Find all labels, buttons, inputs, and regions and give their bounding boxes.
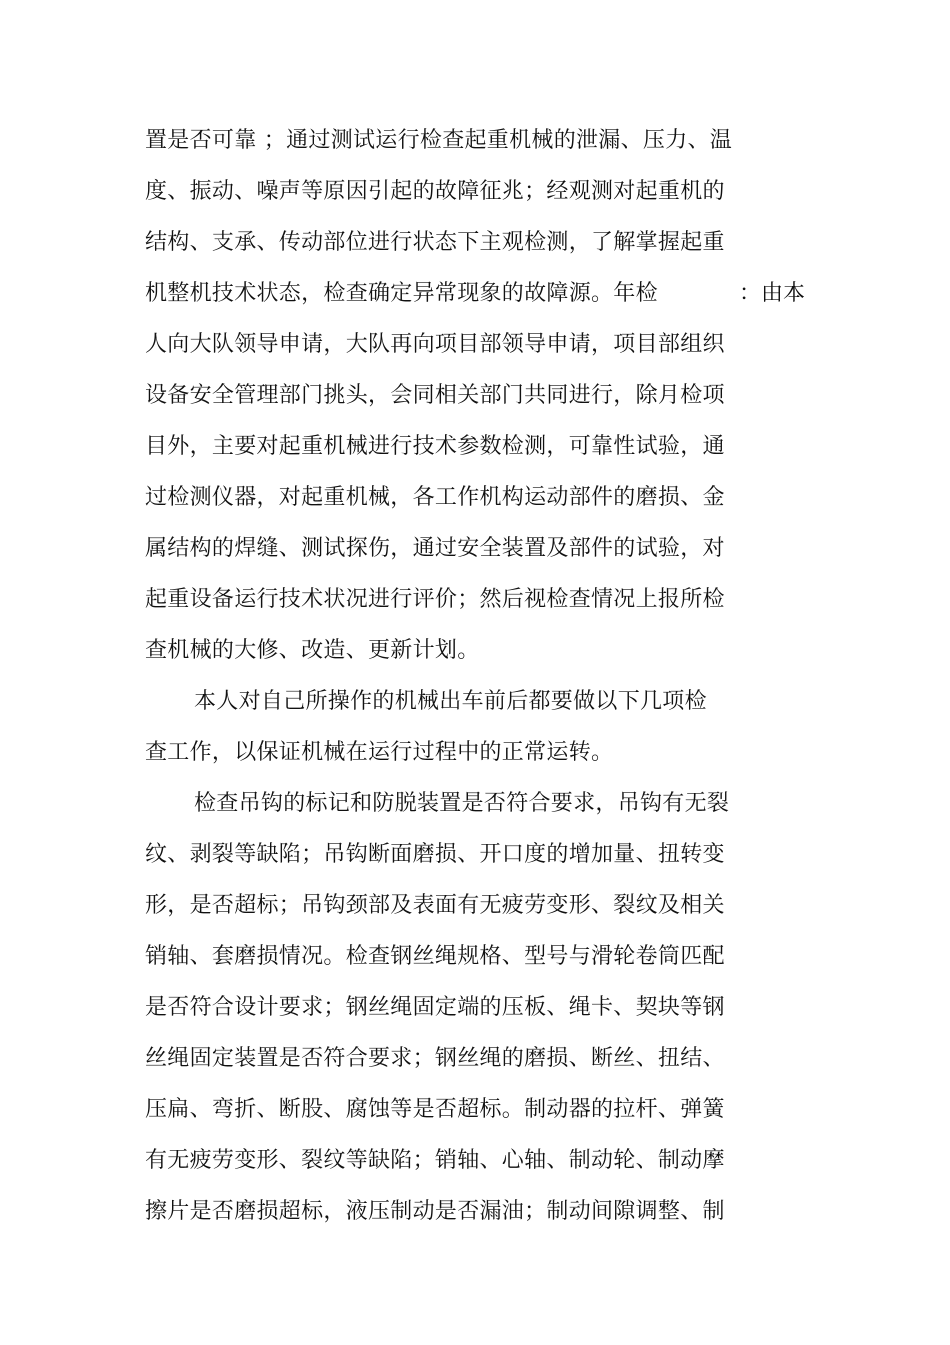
text-line: 机整机技术状态，检查确定异常现象的故障源。年检 — [145, 281, 658, 306]
text-line-tail: ：由本 — [739, 281, 806, 306]
text-line: 丝绳固定装置是否符合要求；钢丝绳的磨损、断丝、扭结、 — [145, 1046, 725, 1071]
text-line: 是否符合设计要求；钢丝绳固定端的压板、绳卡、契块等钢 — [145, 995, 725, 1020]
text-line: 属结构的焊缝、测试探伤，通过安全装置及部件的试验，对 — [145, 536, 725, 561]
text-line: 置是否可靠 ；通过测试运行检查起重机械的泄漏、压力、温 — [145, 128, 733, 153]
text-line: 查工作，以保证机械在运行过程中的正常运转。 — [145, 740, 614, 765]
text-line: 起重设备运行技术状况进行评价；然后视检查情况上报所检 — [145, 587, 725, 612]
text-line: 形，是否超标；吊钩颈部及表面有无疲劳变形、裂纹及相关 — [145, 893, 725, 918]
text-line: 纹、剥裂等缺陷；吊钩断面磨损、开口度的增加量、扭转变 — [145, 842, 725, 867]
text-line: 压扁、弯折、断股、腐蚀等是否超标。制动器的拉杆、弹簧 — [145, 1097, 725, 1122]
text-line: 擦片是否磨损超标，液压制动是否漏油；制动间隙调整、制 — [145, 1199, 725, 1224]
text-line: 结构、支承、传动部位进行状态下主观检测，了解掌握起重 — [145, 230, 725, 255]
text-line: 有无疲劳变形、裂纹等缺陷；销轴、心轴、制动轮、制动摩 — [145, 1148, 725, 1173]
text-line: 本人对自己所操作的机械出车前后都要做以下几项检 — [194, 689, 707, 714]
text-line: 设备安全管理部门挑头，会同相关部门共同进行，除月检项 — [145, 383, 725, 408]
text-line: 查机械的大修、改造、更新计划。 — [145, 638, 480, 663]
text-line: 人向大队领导申请，大队再向项目部领导申请，项目部组织 — [145, 332, 725, 357]
text-line: 度、振动、噪声等原因引起的故障征兆；经观测对起重机的 — [145, 179, 725, 204]
text-line: 目外，主要对起重机械进行技术参数检测，可靠性试验，通 — [145, 434, 725, 459]
text-line: 过检测仪器，对起重机械，各工作机构运动部件的磨损、金 — [145, 485, 725, 510]
text-line: 检查吊钩的标记和防脱装置是否符合要求，吊钩有无裂 — [194, 791, 730, 816]
text-line: 销轴、套磨损情况。检查钢丝绳规格、型号与滑轮卷筒匹配 — [145, 944, 725, 969]
